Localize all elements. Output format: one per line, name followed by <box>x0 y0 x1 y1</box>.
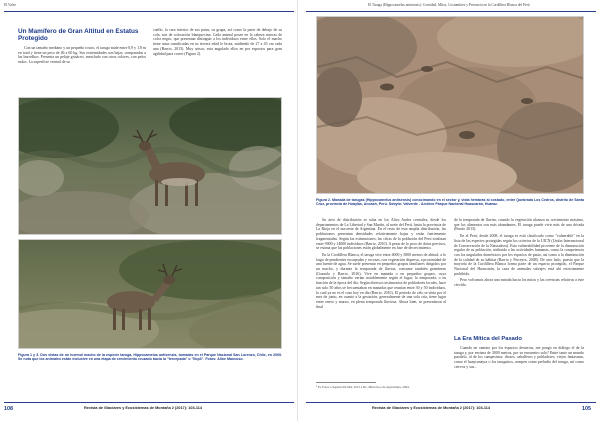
paragraph: Su área de distribución se sitúa en los Altos Andes centrales, desde los departamentos de La Libertad y San Martín, al norte del Perú, hasta la provincia de La Rioja en el noroeste de Argentina. En el resto de esta amplia distribución, las poblaciones presentan densidades relativamente bajas y están fuertemente fragmentadas. Según las estimaciones, las cifras de la población del Perú totalizan entre 9000 y 14000 individuos (Barrio, 2010). A pesar de lo poco de datos precisos, se estima que las poblaciones están globalmente en fase de decrecimiento. <box>316 218 446 251</box>
footer-rule <box>306 402 596 403</box>
figure-caption-left: Figura 1 y 3. Dos vistas de un huemul macho de la especie taruga, Hippocamelus antisensis, tomadas en el Parque Nacional San Lorenzo, Chile, en 2009. Se nota que los animales están inclusive en una etapa de crecimiento cruzado bacia la "tercepada" o "libp3". Fotos: Aline Mancuso. <box>18 353 282 362</box>
text-column-1-left <box>18 46 146 92</box>
paragraph: Con un tamaño mediano y un pequeño rostro, el taruga mide entre 0,9 y 1,8 m en total y tiene un peso de 46 a 60 kg. Sus extremidades son bajas, comparadas a las burrrdhos. Presenta un pelaje grisáceo, mezclado con otros colores, con pelos rudos. La superficie ventral de su <box>18 46 146 65</box>
journal-citation-left: Revista de Glaciares y Ecosistemas de Montaña 2 (2017): 103-114 <box>84 406 202 410</box>
paragraph: Pero volvamos ahora una mirada hacia los mitos y las creencias relativas a este cérvido. <box>454 278 584 288</box>
text-column-1-right <box>316 218 446 376</box>
paragraph: de la temporada de lluvias, cuando la vegetación alcanza su crecimiento máximo, que los alimentos son más abundantes. El taruga puede vivir más de una década (Barrio 2013). <box>454 218 584 232</box>
running-header-left: El Valor <box>4 3 16 7</box>
paragraph: cuello, la cara interior de sus patas, su grupa, así como la parte de debajo de su cola, son de coloración blanquecina. Cada animal posee en la cabeza marcas de color negro, que presentan distinguir a los individuos entre ellos. Solo el macho tiene astas ramificadas en su tercera edad le brota, midiendo de 27 a 45 cm cada una (Barrio, 2013). Muy arisco, esta angulado ellos en por espacios para gran agilidad para correr (Figura 2). <box>153 28 282 56</box>
left-page <box>0 0 298 421</box>
right-page <box>302 0 600 421</box>
text-column-2-right <box>454 218 584 328</box>
herd-photo-2 <box>316 16 584 194</box>
header-rule <box>4 11 294 12</box>
paragraph: Cuando en camino por los espacios desiertos, me pongo en diálogo el de la taruga y, por encima de 3000 metros, por su encuentro solo? Entre tanto un mundo paralelo, al de los campesinos: dioses, caballeros y pobladores, viejos fantasmas, como el huayrunayra o los taruguitos, rompen como preludio del taruga, así como ciervos y sus... <box>454 346 584 369</box>
page-number-left: 108 <box>4 406 13 412</box>
footnote-rule <box>316 382 376 383</box>
text-column-2-left <box>153 28 282 92</box>
journal-citation-right: Revista de Glaciares y Ecosistemas de Montaña 2 (2017): 103-114 <box>372 406 490 410</box>
text-column-2-right-continued <box>454 346 584 376</box>
figure-caption-right: Figura 2. Manada de tarugas (Hippocamelus antisensis) conocimando en el sector y, vista hembras al costado, entre Quebrada Los Cedros, distrito de Santa Cruz, provincia de Huaylas, Ancash, Perú. Sobyto: Valverde - Archivo Parque Nacional Huascarán, Huaraz. <box>316 198 584 207</box>
paragraph: En la Cordillera Blanca, el taruga vive entre 4000 y 5000 metros de altitud, a lo largo de pendientes escarpadas y rocosas, con vegetación dispersa, a proximidad de una fuente de agua. Se suele presentar en pequeños grupos familiares dirigidos por un macho, y durante la temporada de lluvias, consume también gramíneas (Gazzolo y Barrio, 2016). Vive en manada o en pequeños grupos, cuya composición y tamaño varían notablemente según el lugar, la temporada, o en función de la época del día. Según diversos testimonios de pobladores locales, hace tan solo 50 años se frecuentaban en manadas que reunían entre 30 y 50 individuos, lo cual ya no es el caso hoy en día (Barrio, 2010). El período de celo se sitúa por el mes de junio, en cuanto a la gestación, generalmente de una sola cría, tiene lugar entre enero y marzo, en plena temporada lluviosa. Ahora bien, se presentaron al final <box>316 252 446 309</box>
deer-photo-1 <box>18 97 282 235</box>
paragraph: En el Perú, desde 2008, el taruga es está clasificado como "vulnerable" en la lista de las especies protegidas según los criterios de la UICN (Unión Internacional de Conservación de la Naturaleza). Esta vulnerabilidad proviene de la disminución regular de su población, atribuida a las actividades humanas, como la competencia con los ungulados domésticos por los espacios de pasto, así como a la disminución de la calidad de su hábitat (Barrio y Ferreyra, 2008). De otro lado, puesto que la mayoría de la Cordillera Blanca forma parte de un espacio protegido, el Parque Nacional del Huascarán, la caza de animales salvajes está ahí estrictamente prohibida. <box>454 234 584 276</box>
footer-rule <box>4 402 294 403</box>
herd-photo-2-image <box>317 17 584 194</box>
section-title-left: Un Mamífero de Gran Altitud en Estatus Protegido <box>18 28 139 43</box>
page-number-right: 105 <box>582 406 591 412</box>
deer-photo-1-image <box>19 98 282 235</box>
running-header-right: El Taruga (Hippocamelus antisensis): Cornidad, Mitos, Costumbres y Presencia en la Cordillera Blanca del Perú <box>368 3 530 7</box>
deer-photo-3 <box>18 239 282 349</box>
section-title-right: La Era Mítica del Pasado <box>454 336 522 342</box>
deer-photo-3-image <box>19 240 282 349</box>
header-rule <box>306 11 596 12</box>
footnote: ¹ El. Fotos a Sepsura Di 004, 2013 a Dr., Mirrorio e de Agricultura, 2004. <box>316 385 410 389</box>
